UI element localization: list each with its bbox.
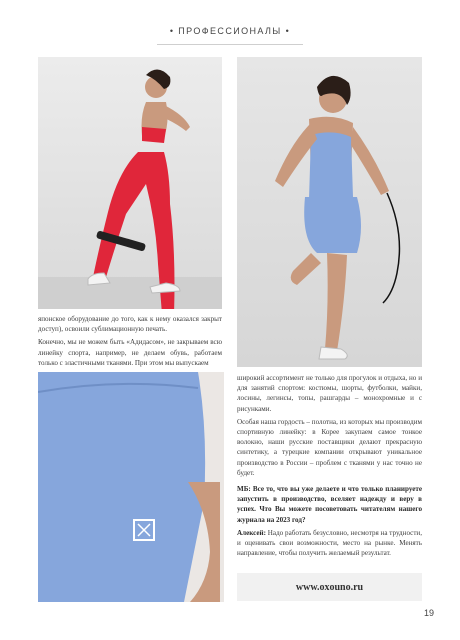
sneaker [319, 347, 347, 359]
photo-blue-sportswear [237, 57, 422, 367]
left-text-column [38, 314, 222, 371]
shorts-closeup-illustration [38, 372, 224, 602]
answer-speaker: Алексей: [237, 528, 266, 537]
paragraph: японское оборудование до того, как к нему оказался закрыт доступ), освоили сублимационную печать. [38, 315, 222, 334]
paragraph: широкий ассортимент не только для прогулок и отдыха, но и для занятий спортом: костюмы, шорты, футболки, майки, лосины, легинсы, топы, рашгарды – монохромные и с рисунками. [237, 374, 422, 413]
interview-question: МБ: Все то, что вы уже делаете и что только планируете запустить в производство, вселяет надежду и веру в успех. Что Вы можете посоветовать читателям нашего журнала на 2023 год? [237, 485, 422, 524]
floor [38, 277, 222, 309]
right-arm [351, 127, 389, 195]
red-sportswear-illustration [38, 57, 222, 309]
blue-sportswear-illustration [237, 57, 422, 367]
standing-leg [325, 253, 347, 351]
blue-shorts [38, 372, 205, 602]
blue-tank-top [309, 132, 353, 199]
blue-shorts [304, 197, 361, 253]
jump-rope [383, 193, 399, 303]
header-divider [157, 44, 303, 45]
page-number: 19 [423, 608, 434, 618]
section-header: • ПРОФЕССИОНАЛЫ • [169, 26, 291, 36]
photo-red-sportswear [38, 57, 222, 309]
website-link[interactable]: www.oxouno.ru [295, 581, 364, 593]
raised-leg [291, 253, 321, 285]
right-text-column [237, 373, 422, 561]
answer-text: Надо работать безусловно, несмотря на трудности, и оценивать свои возможности, место на рынке. Менять направление, чтобы получить желаемый результат. [237, 528, 422, 558]
photo-shorts-closeup [38, 372, 224, 602]
website-box [237, 573, 422, 601]
sports-bra [142, 127, 166, 143]
interview-answer [237, 528, 422, 559]
paragraph: Конечно, мы не можем быть «Адидасом», не закрываем всю линейку спорта, например, не делаем обувь, работаем только с эластичными тканями. При этом мы выпускаем [38, 338, 222, 367]
paragraph: Особая наша гордость – полотна, из которых мы производим спортивную линейку: в Корее закупаем самое тонкое волокно, наши русские поставщики делают прекрасную синтетику, а турецкие компании открывают уникальное производство в России – проблем с тканями у нас точно не будет. [237, 417, 422, 477]
